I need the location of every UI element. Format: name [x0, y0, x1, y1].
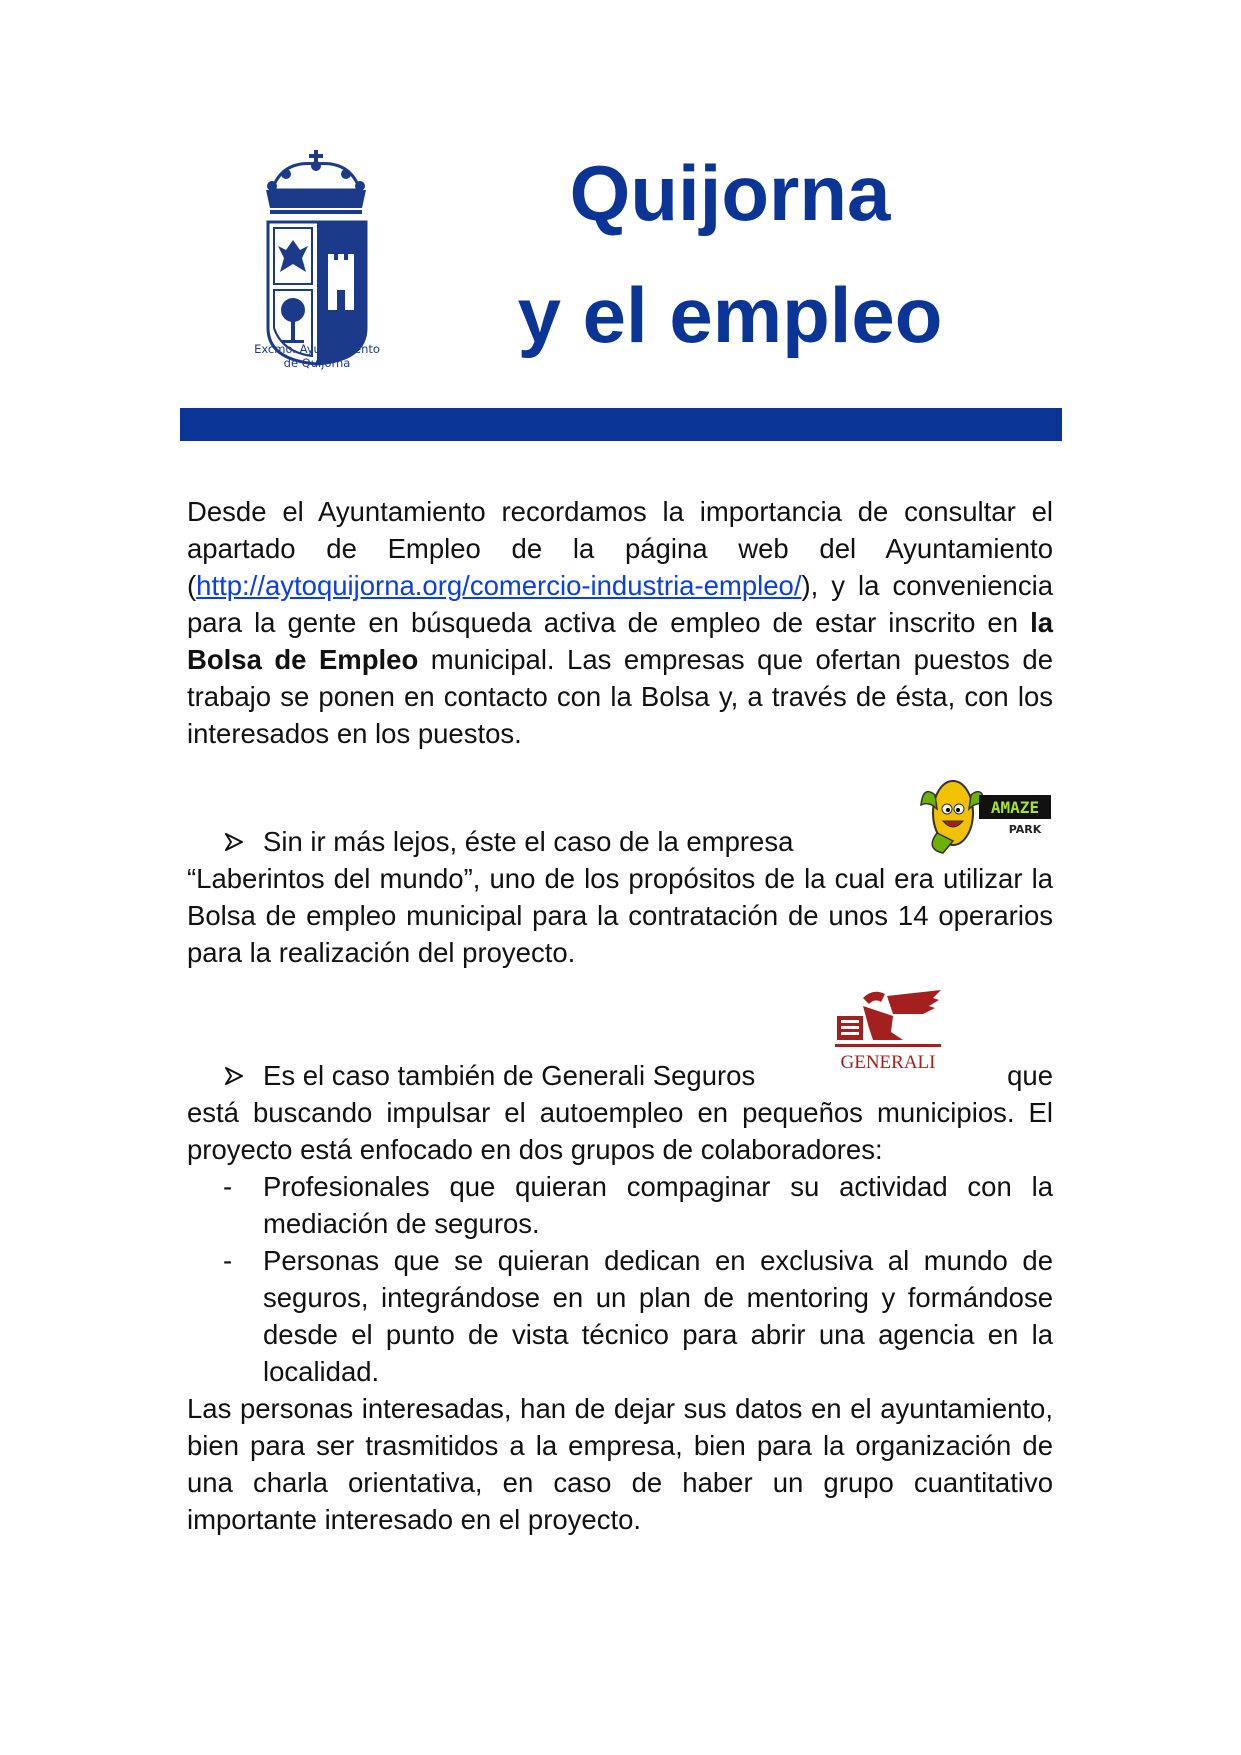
bolsa-empleo-bold: la Bolsa de Empleo — [187, 607, 1053, 675]
bullet1-rest: “Laberintos del mundo”, uno de los propósitos de la cual era utilizar la Bolsa de empleo municipal para la contratación de unos 14 operarios para la realización del proyecto. — [187, 863, 1053, 968]
bullet1-first-line: Sin ir más lejos, éste el caso de la empresa — [263, 826, 794, 857]
bullet-laberintos — [187, 823, 1053, 971]
list-item-text: Profesionales que quieran compaginar su actividad con la mediación de seguros. — [263, 1171, 1053, 1239]
dash-marker: - — [223, 1171, 233, 1202]
dash-marker: - — [223, 1245, 233, 1276]
intro-paragraph — [187, 493, 1053, 752]
list-item-text: Personas que se quieran dedican en exclusiva al mundo de seguros, integrándose en un plan de mentoring y formándose desde el punto de vista técnico para abrir una agencia en la localidad. — [263, 1245, 1053, 1387]
employment-page-link[interactable]: http://aytoquijorna.org/comercio-industria-empleo/ — [196, 570, 802, 601]
header-divider-bar — [180, 408, 1062, 441]
page-title-line1: Quijorna — [569, 149, 891, 237]
list-item — [187, 1168, 1053, 1242]
intro-text-middle: ), y la conveniencia para la gente en búsqueda activa de empleo de estar inscrito en — [187, 570, 1053, 638]
crest-caption-line1: Excmo. Ayuntamiento — [254, 342, 380, 356]
bullet2-first-line-end: que — [1007, 1060, 1053, 1091]
closing-paragraph: Las personas interesadas, han de dejar sus datos en el ayuntamiento, bien para ser trasmitidos a la empresa, bien para la organización de una charla orientativa, en caso de haber un grupo cuantitativo importante interesado en el proyecto. — [187, 1393, 1053, 1535]
amaze-logo-subtext: PARK — [1008, 823, 1042, 836]
bullet2-first-line: Es el caso también de Generali Seguros — [263, 1060, 756, 1091]
arrow-bullet-icon — [223, 1057, 249, 1094]
page-title-line2: y el empleo — [517, 271, 943, 359]
list-item — [187, 1242, 1053, 1390]
crest-caption — [250, 342, 384, 370]
bullet2-rest: está buscando impulsar el autoempleo en pequeños municipios. El proyecto está enfocado en dos grupos de colaboradores: — [187, 1097, 1053, 1165]
generali-logo-text: GENERALI — [840, 1052, 936, 1072]
crest-caption-line2: de Quijorna — [283, 356, 351, 370]
intro-text-end: municipal. Las empresas que ofertan puestos de trabajo se ponen en contacto con la Bolsa y, a través de ésta, con los interesados en los puestos. — [187, 644, 1053, 749]
arrow-bullet-icon — [223, 823, 249, 860]
amaze-logo-text: AMAZE — [990, 798, 1040, 817]
intro-text-start: Desde el Ayuntamiento recordamos la importancia de consultar el apartado de Empleo de la página web del Ayuntamiento ( — [187, 496, 1053, 601]
bullet-generali — [187, 1057, 1053, 1538]
